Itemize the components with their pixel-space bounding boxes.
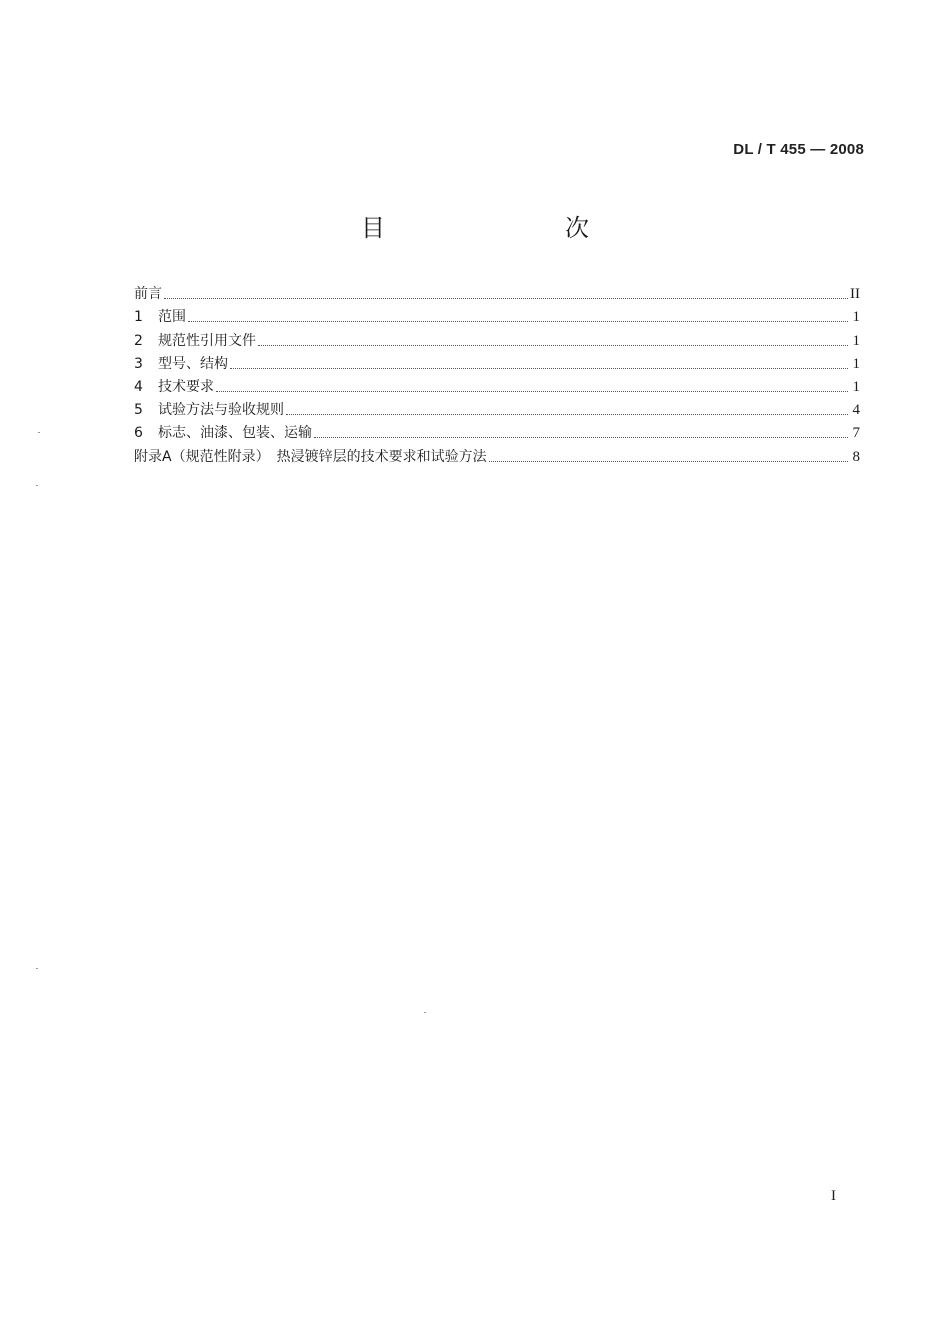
standard-code: DL / T 455 — 2008 [733,141,864,158]
scan-speck [424,1012,426,1013]
toc-entry-4[interactable] [134,373,860,396]
toc-leader-dots [164,298,848,299]
toc-entry-label: 规范性引用文件 [158,332,256,349]
toc-entry-page: II [850,286,860,303]
toc-entry-number: 5 [134,402,143,419]
toc-entry-page: 1 [852,355,860,372]
toc-entry-label: 标志、油漆、包装、运输 [158,425,312,442]
scan-speck [36,968,38,969]
table-of-contents [134,280,860,466]
toc-leader-dots [188,321,848,322]
toc-leader-dots [216,391,848,392]
toc-entry-label: 范围 [158,309,186,326]
toc-entry-2[interactable] [134,326,860,349]
toc-leader-dots [314,437,848,438]
scan-speck [36,485,38,486]
toc-entry-number: 1 [134,309,143,326]
toc-entry-1[interactable] [134,303,860,326]
toc-title: 目 次 [361,214,633,242]
toc-entry-3[interactable] [134,350,860,373]
toc-entry-page: 7 [852,425,860,442]
toc-entry-label: 附录A（规范性附录） 热浸镀锌层的技术要求和试验方法 [134,448,487,465]
toc-entry-6[interactable] [134,419,860,442]
toc-entry-page: 1 [852,309,860,326]
toc-entry-label: 技术要求 [158,378,214,395]
toc-leader-dots [258,345,848,346]
toc-entry-number: 4 [134,378,143,395]
toc-entry-preface[interactable] [134,280,860,303]
scan-speck [38,432,40,433]
toc-entry-appendix-a[interactable] [134,442,860,465]
toc-entry-5[interactable] [134,396,860,419]
toc-entry-page: 8 [852,448,860,465]
toc-entry-number: 6 [134,425,143,442]
toc-entry-page: 1 [852,378,860,395]
toc-leader-dots [230,368,848,369]
toc-entry-page: 1 [852,332,860,349]
toc-entry-page: 4 [852,402,860,419]
page-number: I [831,1188,836,1204]
toc-entry-label: 试验方法与验收规则 [158,402,284,419]
toc-entry-label: 型号、结构 [158,355,228,372]
toc-entry-label: 前言 [134,286,162,303]
toc-leader-dots [489,461,848,462]
toc-leader-dots [286,414,848,415]
toc-entry-number: 2 [134,332,143,349]
toc-entry-number: 3 [134,355,143,372]
